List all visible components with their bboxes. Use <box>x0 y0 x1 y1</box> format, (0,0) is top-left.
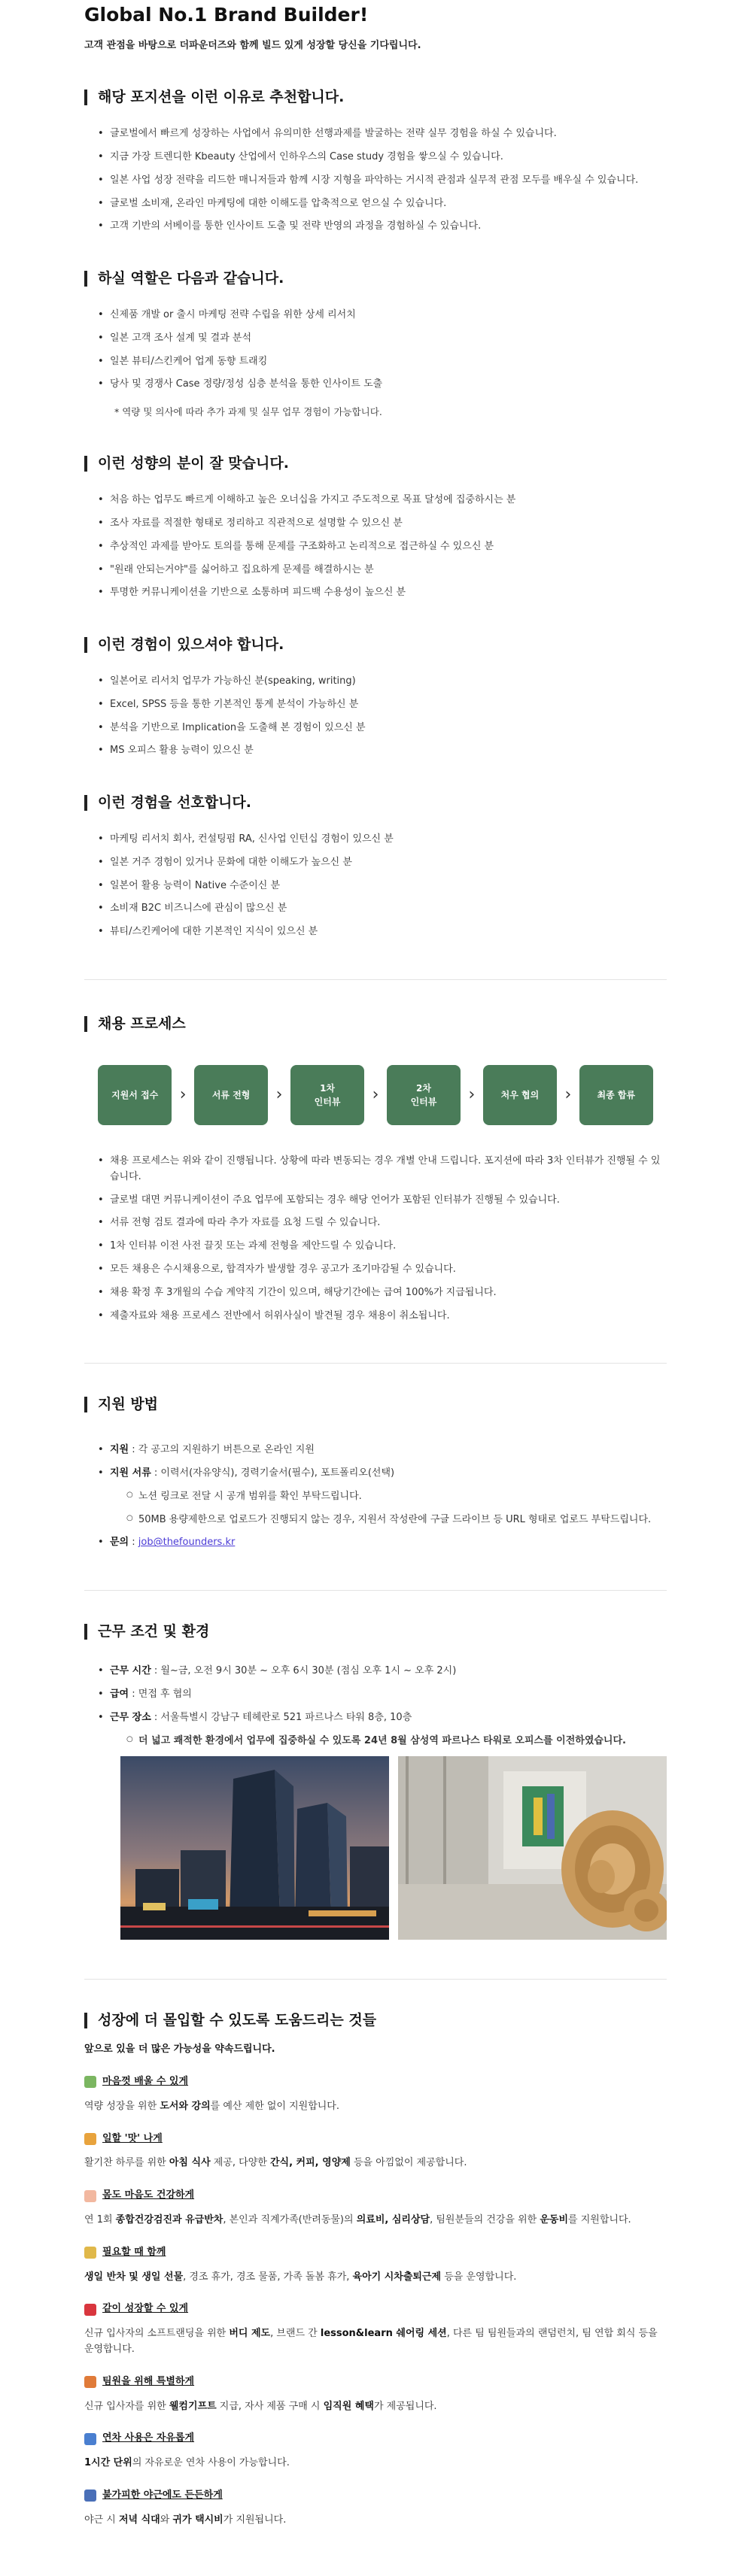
list-item: ○ 노션 링크로 전달 시 공개 범위를 확인 부탁드립니다. <box>126 1489 667 1505</box>
preferred-list <box>84 832 667 940</box>
benefit-desc-text: 의 자유로운 연차 사용이 가능합니다. <box>132 2457 290 2469</box>
benefit-desc-text: , 본인과 직계가족(반려동물)의 <box>223 2213 357 2226</box>
calendar-icon <box>84 2433 96 2445</box>
benefit-title <box>84 2188 667 2204</box>
divider <box>84 979 667 980</box>
apply-contact-label: 문의 <box>110 1537 129 1549</box>
process-step-offer: 처우 협의 <box>483 1065 557 1125</box>
benefit-title-text: 일할 '맛' 나게 <box>102 2132 163 2144</box>
benefit-desc-highlight: 버디 제도 <box>229 2328 271 2340</box>
benefit-desc-text: 가 제공됩니다. <box>373 2400 437 2412</box>
list-item: • 처음 하는 업무도 빠르게 이해하고 높은 오너십을 가지고 주도적으로 목표 달성에 집중하시는 분 <box>98 493 667 508</box>
work-place-label: 근무 장소 <box>110 1711 151 1723</box>
benefit-desc-highlight: 생일 반차 및 생일 선물 <box>84 2271 184 2283</box>
benefit-title-text: 몸도 마음도 건강하게 <box>102 2189 195 2201</box>
benefit-desc-text: 활기찬 하루를 위한 <box>84 2157 169 2169</box>
benefit-desc-highlight: 육아기 시차출퇴근제 <box>352 2271 442 2283</box>
list-item: • 일본 거주 경험이 있거나 문화에 대한 이해도가 높으신 분 <box>98 855 667 871</box>
list-item: • 마케팅 리서치 회사, 컨설팅펌 RA, 신사업 인턴십 경험이 있으신 분 <box>98 832 667 848</box>
people-icon <box>84 2247 96 2259</box>
list-item: • 글로벌 대면 커뮤니케이션이 주요 업무에 포함되는 경우 해당 언어가 포함된 인터뷰가 진행될 수 있습니다. <box>98 1193 667 1209</box>
benefit-desc <box>84 2456 667 2471</box>
fit-list <box>84 493 667 601</box>
benefit-desc-text: 연 1회 <box>84 2213 116 2226</box>
list-item: • 모든 채용은 수시채용으로, 합격자가 발생할 경우 공고가 조기마감될 수 있습니다. <box>98 1262 667 1278</box>
section-heading-why: 해당 포지션을 이런 이유로 추천합니다. <box>84 90 667 105</box>
apply-docs-label: 지원 서류 <box>110 1467 151 1479</box>
work-place-sublist <box>110 1734 667 1749</box>
list-item: • 조사 자료를 적절한 형태로 정리하고 직관적으로 설명할 수 있으신 분 <box>98 516 667 532</box>
benefit-desc-text: 등을 운영합니다. <box>441 2271 517 2283</box>
benefit-title-text: 같이 성장할 수 있게 <box>102 2303 189 2315</box>
office-building-photo <box>120 1756 389 1940</box>
work-hours-text: : 월~금, 오전 9시 30분 ~ 오후 6시 30분 (점심 오후 1시 ~ 오후 2시) <box>151 1665 457 1677</box>
benefit-desc-text: 를 예산 제한 없이 지원합니다. <box>210 2100 339 2112</box>
benefit-desc <box>84 2399 667 2415</box>
benefit-desc-highlight: 도서와 강의 <box>160 2100 211 2112</box>
benefit-desc-highlight: 1시간 단위 <box>84 2457 132 2469</box>
benefit-desc-text: 와 <box>160 2514 173 2526</box>
benefit-desc-text: 신규 입사자의 소프트랜딩을 위한 <box>84 2328 230 2340</box>
apply-docs-sublist <box>110 1489 667 1528</box>
benefit-desc-highlight: 운동비 <box>540 2213 569 2226</box>
process-step-document: 서류 전형 <box>194 1065 268 1125</box>
list-item: • 일본 고객 조사 설계 및 결과 분석 <box>98 331 667 347</box>
section-heading-conditions: 근무 조건 및 환경 <box>84 1624 667 1640</box>
office-photos <box>84 1756 667 1940</box>
benefit-desc-highlight: lesson&learn 쉐어링 세션 <box>320 2328 447 2340</box>
benefits-list <box>84 2074 667 2529</box>
benefit-desc-highlight: 귀가 택시비 <box>172 2514 223 2526</box>
list-item: • 일본 뷰티/스킨케어 업계 동향 트래킹 <box>98 354 667 370</box>
benefit-desc-highlight: 아침 식사 <box>169 2157 211 2169</box>
list-item: • 글로벌 소비재, 온라인 마케팅에 대한 이해도를 압축적으로 얻으실 수 있습니다. <box>98 196 667 212</box>
apply-how <box>98 1443 667 1458</box>
role-note: * 역량 및 의사에 따라 추가 과제 및 실무 업무 경험이 가능합니다. <box>114 406 382 418</box>
apply-how-label: 지원 <box>110 1444 129 1456</box>
apply-how-text: : 각 공고의 지원하기 버튼으로 온라인 지원 <box>129 1444 315 1456</box>
benefit-title <box>84 2131 667 2147</box>
list-item: • 뷰티/스킨케어에 대한 기본적인 지식이 있으신 분 <box>98 924 667 940</box>
benefit-title <box>84 2245 667 2261</box>
benefit-title <box>84 2301 667 2317</box>
work-hours-label: 근무 시간 <box>110 1665 151 1677</box>
list-item: • 1차 인터뷰 이전 사전 끌짓 또는 과제 전형을 제안드릴 수 있습니다. <box>98 1239 667 1255</box>
salary-text: : 면접 후 협의 <box>129 1688 192 1700</box>
list-item: • 지금 가장 트렌디한 Kbeauty 산업에서 인하우스의 Case study 경험을 쌓으실 수 있습니다. <box>98 150 667 165</box>
benefit-desc-highlight: 종합건강검진과 유급반차 <box>115 2213 223 2226</box>
process-step-join: 최종 합류 <box>579 1065 653 1125</box>
benefit-desc-highlight: 웰컴기프트 <box>169 2400 217 2412</box>
apply-contact <box>98 1535 667 1551</box>
benefit-desc-highlight: 의료비, 심리상담 <box>356 2213 430 2226</box>
work-hours <box>98 1664 667 1679</box>
process-notes <box>84 1154 667 1324</box>
chevron-right-icon: › <box>275 1085 283 1105</box>
office-lobby-photo <box>398 1756 667 1940</box>
list-item: • 일본 사업 성장 전략을 리드한 매니저들과 함께 시장 지형을 파악하는 거시적 관점과 실무적 관점 모두를 배우실 수 있습니다. <box>98 173 667 189</box>
benefit-desc-text: 신규 입사자를 위한 <box>84 2400 169 2412</box>
benefit-desc-text: , 브랜드 간 <box>270 2328 321 2340</box>
conditions-list <box>84 1664 667 1749</box>
chevron-right-icon: › <box>564 1085 572 1105</box>
list-item: • 제출자료와 채용 프로세스 전반에서 허위사실이 발견될 경우 채용이 취소됩니다. <box>98 1309 667 1324</box>
page-title: Global No.1 Brand Builder! <box>84 4 369 26</box>
list-item: • 서류 전형 검토 결과에 따라 추가 자료를 요청 드릴 수 있습니다. <box>98 1215 667 1231</box>
process-step-apply: 지원서 접수 <box>98 1065 172 1125</box>
benefit-desc-text: 야근 시 <box>84 2514 119 2526</box>
section-heading-apply: 지원 방법 <box>84 1397 667 1412</box>
heart-icon <box>84 2190 96 2202</box>
list-item: • 일본어 활용 능력이 Native 수준이신 분 <box>98 878 667 894</box>
process-step-interview-2: 2차 인터뷰 <box>387 1065 461 1125</box>
benefit-desc-highlight: 간식, 커피, 영양제 <box>269 2157 351 2169</box>
salary-label: 급여 <box>110 1688 129 1700</box>
why-list <box>84 126 667 235</box>
divider <box>84 1979 667 1980</box>
benefit-desc-text: , 다른 팀 팀원들과의 랜덤런치, 팀 연합 회식 등을 운영합니다. <box>84 2328 658 2355</box>
benefit-desc <box>84 2156 667 2171</box>
chevron-right-icon: › <box>372 1085 379 1105</box>
process-flow <box>98 1065 653 1125</box>
benefit-desc <box>84 2099 667 2115</box>
benefit-desc-text: 를 지원합니다. <box>568 2213 631 2226</box>
benefit-desc-text: , 팀원분들의 건강을 위한 <box>430 2213 540 2226</box>
benefit-desc-text: 가 지원됩니다. <box>223 2514 287 2526</box>
meal-icon <box>84 2133 96 2145</box>
benefit-desc-highlight: 임직원 혜택 <box>323 2400 374 2412</box>
salary <box>98 1687 667 1703</box>
list-item: • 글로벌에서 빠르게 성장하는 사업에서 유의미한 선행과제를 발굴하는 전략 실무 경험을 하실 수 있습니다. <box>98 126 667 142</box>
section-heading-process: 채용 프로세스 <box>84 1016 667 1032</box>
taxi-icon <box>84 2490 96 2502</box>
list-item: • MS 오피스 활용 능력이 있으신 분 <box>98 743 667 759</box>
contact-email-link[interactable]: job@thefounders.kr <box>138 1537 236 1549</box>
benefit-desc-text: 지급, 자사 제품 구매 시 <box>216 2400 324 2412</box>
apply-contact-sep: : <box>129 1537 138 1549</box>
list-item: • 채용 확정 후 3개월의 수습 계약직 기간이 있으며, 해당기간에는 급여 100%가 지급됩니다. <box>98 1285 667 1301</box>
benefit-title <box>84 2074 667 2090</box>
benefit-title-text: 마음껏 배울 수 있게 <box>102 2075 189 2087</box>
money-icon <box>84 2076 96 2088</box>
list-item: • 일본어로 리서치 업무가 가능하신 분(speaking, writing) <box>98 674 667 690</box>
chevron-right-icon: › <box>179 1085 187 1105</box>
section-heading-preferred: 이런 경험을 선호합니다. <box>84 795 667 811</box>
benefits-intro: 앞으로 있을 더 많은 가능성을 약속드립니다. <box>84 2044 275 2056</box>
list-item: • "원래 안되는거야"를 싫어하고 집요하게 문제를 해결하시는 분 <box>98 563 667 578</box>
list-item: • 고객 기반의 서베이를 통한 인사이트 도출 및 전략 반영의 과정을 경험하실 수 있습니다. <box>98 219 667 235</box>
gift-icon <box>84 2376 96 2388</box>
list-item: • 분석을 기반으로 Implication을 도출해 본 경험이 있으신 분 <box>98 721 667 736</box>
list-item: • 소비재 B2C 비즈니스에 관심이 많으신 분 <box>98 901 667 917</box>
divider <box>84 1363 667 1364</box>
benefit-desc-highlight: 저녁 식대 <box>118 2514 160 2526</box>
benefit-desc <box>84 2513 667 2529</box>
benefit-title-text: 팀원을 위해 특별하게 <box>102 2375 195 2387</box>
divider <box>84 1590 667 1591</box>
list-item: ○ 더 넓고 쾌적한 환경에서 업무에 집중하실 수 있도록 24년 8월 삼성역 파르나스 타워로 오피스를 이전하였습니다. <box>126 1734 667 1749</box>
benefit-desc <box>84 2326 667 2358</box>
benefit-title-text: 불가피한 야근에도 든든하게 <box>102 2489 223 2501</box>
process-step-interview-1: 1차 인터뷰 <box>290 1065 364 1125</box>
benefit-desc-text: 제공, 다양한 <box>210 2157 270 2169</box>
role-list <box>84 308 667 393</box>
benefit-desc-text: 등을 아낌없이 제공합니다. <box>350 2157 467 2169</box>
benefit-title <box>84 2431 667 2447</box>
page-subtitle: 고객 관점을 바탕으로 더파운더즈와 함께 빌드 있게 성장할 당신을 기다립니다. <box>84 39 421 51</box>
list-item: • 당사 및 경쟁사 Case 정량/정성 심층 분석을 통한 인사이트 도출 <box>98 377 667 393</box>
list-item: • 신제품 개발 or 출시 마케팅 전략 수립을 위한 상세 리서치 <box>98 308 667 323</box>
benefit-title <box>84 2374 667 2390</box>
benefit-desc-text: 역량 성장을 위한 <box>84 2100 160 2112</box>
section-heading-benefits: 성장에 더 몰입할 수 있도록 도움드리는 것들 <box>84 2013 667 2028</box>
benefit-desc <box>84 2213 667 2229</box>
benefit-title-text: 필요할 때 함께 <box>102 2246 166 2258</box>
benefit-desc <box>84 2270 667 2286</box>
benefit-title <box>84 2488 667 2504</box>
section-heading-role: 하실 역할은 다음과 같습니다. <box>84 271 667 287</box>
apply-list <box>84 1443 667 1551</box>
section-heading-fit: 이런 성향의 분이 잘 맞습니다. <box>84 456 667 472</box>
work-place-text: : 서울특별시 강남구 테헤란로 521 파르나스 타워 8층, 10층 <box>151 1711 412 1723</box>
list-item: ○ 50MB 용량제한으로 업로드가 진행되지 않는 경우, 지원서 작성란에 구글 드라이브 등 URL 형태로 업로드 부탁드립니다. <box>126 1513 667 1528</box>
section-heading-required: 이런 경험이 있으셔야 합니다. <box>84 637 667 653</box>
pin-icon <box>84 2304 96 2316</box>
chevron-right-icon: › <box>468 1085 476 1105</box>
list-item: • 투명한 커뮤니케이션을 기반으로 소통하며 피드백 수용성이 높으신 분 <box>98 585 667 601</box>
list-item: • 채용 프로세스는 위와 같이 진행됩니다. 상황에 따라 변동되는 경우 개별 안내 드립니다. 포지션에 따라 3차 인터뷰가 진행될 수 있습니다. <box>98 1154 667 1185</box>
benefit-desc-text: , 경조 휴가, 경조 물품, 가족 돌봄 휴가, <box>183 2271 353 2283</box>
apply-docs <box>98 1466 667 1528</box>
work-place <box>98 1710 667 1749</box>
required-list <box>84 674 667 759</box>
apply-docs-text: : 이력서(자유양식), 경력기술서(필수), 포트폴리오(선택) <box>151 1467 395 1479</box>
benefit-title-text: 연차 사용은 자유롭게 <box>102 2432 195 2444</box>
list-item: • Excel, SPSS 등을 통한 기본적인 통계 분석이 가능하신 분 <box>98 697 667 713</box>
list-item: • 추상적인 과제를 받아도 토의를 통해 문제를 구조화하고 논리적으로 접근하실 수 있으신 분 <box>98 539 667 555</box>
